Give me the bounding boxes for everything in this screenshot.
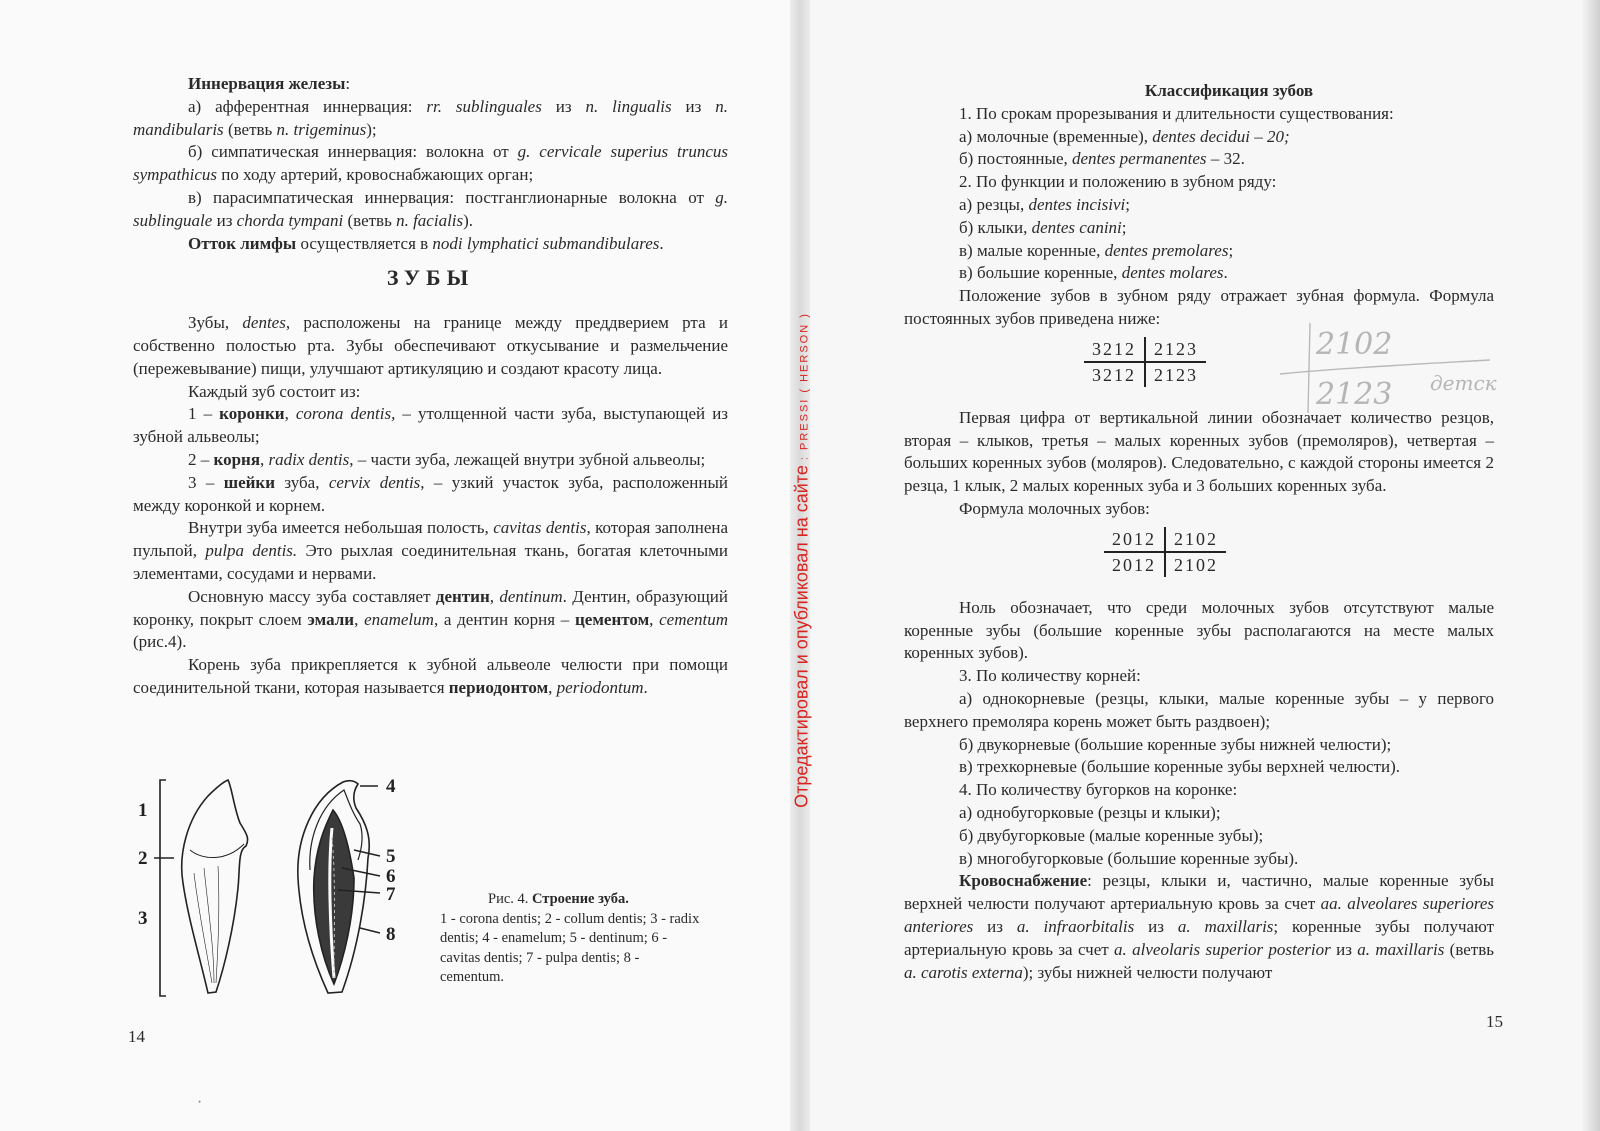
figure-label-8: 8 [386,924,396,945]
formula-intro: Положение зубов в зубном ряду отражает зубная формула. Формула постоянных зубов приведена ниже: [904,286,1494,328]
figure-caption [440,890,700,988]
handwritten-bottom: 2123 [1316,377,1393,412]
milk-bottom-left: 2012 [1104,552,1165,577]
tooth-cavity-paragraph: Внутри зуба имеется небольшая полость, cavitas dentis, которая заполнена пульпой, pulpa dentis. Это рыхлая соединительная ткань, богатая клеточными элементами, сосудами и нервами. [133,518,729,583]
handwritten-word: детск [1430,371,1497,395]
speck: • [198,1097,202,1107]
formula-top-left: 3212 [1084,337,1145,362]
innervation-sympathetic: б) симпатическая иннервация: волокна от g. cervicale superius truncus sympathicus по ходу артерий, кровоснабжающих орган; [133,142,729,185]
formula-bottom-right: 2123 [1154,364,1198,385]
formula-top-right: 2123 [1145,337,1206,362]
zero-explanation: Ноль обозначает, что среди молочных зубов отсутствуют малые коренные зубы (большие коренные зубы располагаются на месте малых коренных зубов). [904,597,1494,663]
class-3: 3. По количеству корней: [959,666,1141,686]
innervation-parasympathetic: в) парасимпатическая иннервация: постганглионарные волокна от g. sublinguale из chorda tympani (ветвь n. facialis). [133,187,728,230]
figure-bracket [160,780,166,996]
tooth-part-root: 2 – корня, radix dentis, – части зуба, лежащей внутри зубной альвеолы; [188,449,706,469]
spacer [904,583,1494,597]
class-4a: а) однобугорковые (резцы и клыки); [959,802,1221,822]
dentin-paragraph: Основную массу зуба составляет дентин, dentinum. Дентин, образующий коронку, покрыт слоем эмали, enamelum, а дентин корня – цементом, cementum (рис.4). [133,586,729,652]
periodontium-paragraph: Корень зуба прикрепляется к зубной альвеоле челюсти при помощи соединительной ткани, которая называется периодонтом, periodontum. [133,655,728,697]
class-3b: б) двукорневые (большие коренные зубы нижней челюсти); [959,734,1392,754]
tooth-exterior [182,780,248,993]
figure-label-4: 4 [386,778,396,797]
class-3c: в) трехкорневые (большие коренные зубы верхней челюсти). [959,757,1401,777]
publisher-stamp: Отредактировал и опубликовал на сайте : PRESSI ( HERSON ) [791,312,812,808]
page-edge-shadow [1582,0,1600,1131]
lymph-outflow: Отток лимфы осуществляется в nodi lymphatici submandibulares. [188,233,664,253]
tooth-part-neck: 3 – шейки зуба, cervix dentis, – узкий участок зуба, расположенный между коронкой и корнем. [133,472,728,515]
class-1a: а) молочные (временные), dentes decidui – 20; [959,126,1290,146]
caption-text: 1 - corona dentis; 2 - collum dentis; 3 - radix dentis; 4 - enamelum; 5 - dentinum; 6 - cavitas dentis; 7 - pulpa dentis; 8 - cementum. [440,910,700,985]
classification-title: Классификация зубов [1144,81,1314,100]
class-4c: в) многобугорковые (большие коренные зубы). [959,848,1299,868]
milk-teeth-formula [1104,527,1226,577]
handwritten-note [1280,318,1530,418]
formula-bottom-left: 3212 [1084,362,1145,387]
tooth-part-crown: 1 – коронки, corona dentis, – утолщенной части зуба, выступающей из зубной альвеолы; [133,404,729,447]
left-page-text [133,73,728,700]
page-number-right: 15 [1486,1012,1503,1031]
class-4: 4. По количеству бугорков на коронке: [959,780,1238,800]
class-4b: б) двубугорковые (малые коренные зубы); [959,825,1264,845]
blood-supply-paragraph: Кровоснабжение: резцы, клыки и, частично, малые коренные зубы верхней челюсти получают артериальную кровь за счет aa. alveolares superiores anteriores из a. infraorbitalis из a. maxillaris; коренные зубы получают артериальную кровь за счет a. alveolaris superior posterior из a. maxillaris (ветвь a. carotis externa); зубы нижней челюсти получают [904,871,1494,982]
section-heading: ЗУБЫ [386,265,475,291]
figure-label-2: 2 [138,848,148,869]
teeth-intro: Зубы, dentes, расположены на границе между преддверием рта и собственно полостью рта. Зубы обеспечивают откусывание и размельчение (пережевывание) пищи, улучшают артикуляцию и создают красоту лица. [133,313,728,378]
formula-explanation: Первая цифра от вертикальной линии обозначает количество резцов, вторая – клыков, третья – малых коренных зубов (премоляров), четвертая – больших коренных зубов (моляров). Следовательно, с каждой стороны имеется 2 резца, 1 клык, 2 малых коренных зуба и 3 больших коренных зуба. [904,407,1494,496]
permanent-teeth-formula [1084,337,1206,387]
tooth-structure-figure [128,778,428,1018]
innervation-heading: Иннервация железы: [188,74,351,93]
class-2: 2. По функции и положению в зубном ряду: [959,172,1277,192]
class-1: 1. По срокам прорезывания и длительности существования: [959,103,1394,123]
class-2c: в) малые коренные, dentes premolares; [959,240,1234,260]
milk-bottom-right: 2102 [1174,554,1218,575]
figure-label-1: 1 [138,800,148,821]
tooth-consists: Каждый зуб состоит из: [188,381,361,401]
class-2b: б) клыки, dentes canini; [959,217,1127,237]
right-page-text [904,80,1494,984]
figure-label-6: 6 [386,866,396,887]
page-number-left: 14 [128,1027,145,1046]
class-2d: в) большие коренные, dentes molares. [959,263,1228,283]
milk-top-left: 2012 [1104,527,1165,552]
caption-title: Рис. 4. Строение зуба. [488,891,629,907]
class-1b: б) постоянные, dentes permanentes – 32. [959,149,1245,169]
figure-label-3: 3 [138,908,148,929]
figure-label-7: 7 [386,884,396,905]
class-3a: а) однокорневые (резцы, клыки, малые коренные зубы – у первого верхнего премоляра корень может быть раздвоен); [904,688,1494,731]
innervation-afferent: а) афферентная иннервация: rr. sublinguales из n. lingualis из n. mandibularis (ветвь n. trigeminus); [133,96,729,139]
figure-label-5: 5 [386,846,396,867]
milk-formula-intro: Формула молочных зубов: [959,498,1150,518]
milk-top-right: 2102 [1165,527,1226,552]
handwritten-top: 2102 [1316,327,1393,362]
class-2a: а) резцы, dentes incisivi; [959,194,1130,214]
